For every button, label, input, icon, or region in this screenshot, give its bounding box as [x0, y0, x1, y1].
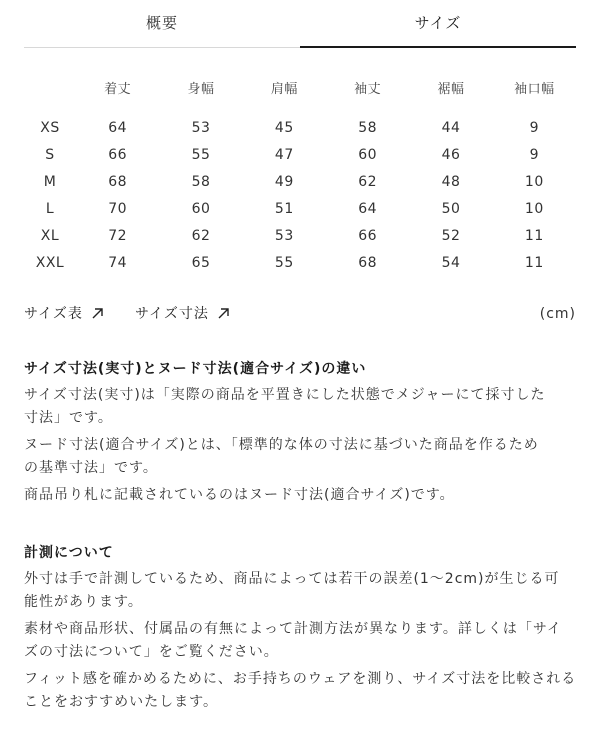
header-sleeve: 袖丈	[354, 81, 382, 97]
table-cell: 54	[441, 254, 461, 271]
size-label: L	[45, 200, 55, 217]
table-cell: 66	[358, 227, 378, 244]
table-cell: 49	[274, 173, 294, 190]
table-cell: 52	[441, 227, 461, 244]
table-row	[24, 195, 576, 222]
header-size	[24, 70, 76, 104]
table-cell: 70	[108, 200, 128, 217]
table-cell: 45	[274, 119, 294, 136]
section-title: サイズ寸法(実寸)とヌード寸法(適合サイズ)の違い	[24, 361, 367, 377]
size-label: S	[45, 146, 55, 163]
external-arrow-icon	[91, 307, 104, 320]
table-row	[24, 141, 576, 168]
paragraph-line: 寸法」です。	[24, 410, 113, 426]
tab-bar	[24, 0, 576, 49]
table-cell: 53	[191, 119, 211, 136]
header-width: 身幅	[187, 81, 215, 97]
table-row	[24, 168, 576, 195]
paragraph-line: フィット感を確かめるために、お手持ちのウェアを測り、サイズ寸法を比較される	[24, 671, 577, 687]
size-label: XXL	[35, 254, 65, 271]
paragraph-line: ヌード寸法(適合サイズ)とは、「標準的な体の寸法に基づいた商品を作るため	[24, 437, 539, 453]
table-cell: 46	[441, 146, 461, 163]
table-cell: 55	[191, 146, 211, 163]
table-cell: 68	[108, 173, 128, 190]
table-row	[24, 249, 576, 276]
table-cell: 51	[274, 200, 294, 217]
table-row	[24, 222, 576, 249]
size-chart-link[interactable]	[24, 300, 104, 328]
section-title: 計測について	[24, 545, 114, 561]
header-hem: 裾幅	[437, 81, 465, 97]
table-cell: 44	[441, 119, 461, 136]
size-dimensions-link-label: サイズ寸法	[135, 306, 209, 322]
paragraph-line: サイズ寸法(実寸)は「実際の商品を平置きにした状態でメジャーにて採寸した	[24, 387, 546, 403]
table-cell: 68	[358, 254, 378, 271]
size-table	[24, 70, 576, 276]
size-difference-section	[24, 358, 584, 507]
header-cuff: 袖口幅	[514, 81, 555, 97]
paragraph-line: ことをおすすめいたします。	[24, 694, 219, 710]
paragraph-line: ズの寸法について」をご覧ください。	[24, 644, 279, 660]
table-cell: 60	[358, 146, 378, 163]
paragraph-line: 外寸は手で計測しているため、商品によっては若干の誤差(1〜2cm)が生じる可	[24, 571, 560, 587]
header-length: 着丈	[104, 81, 132, 97]
table-cell: 62	[191, 227, 211, 244]
header-shoulder: 肩幅	[270, 81, 298, 97]
tab-size[interactable]: サイズ	[300, 0, 576, 48]
table-row	[24, 104, 576, 141]
table-cell: 58	[358, 119, 378, 136]
size-table-header-row	[24, 70, 576, 104]
measurement-section	[24, 542, 584, 714]
size-chart-link-label: サイズ表	[24, 306, 83, 322]
paragraph-line: 素材や商品形状、付属品の有無によって計測方法が異なります。詳しくは「サイ	[24, 621, 562, 637]
table-cell: 53	[274, 227, 294, 244]
table-cell: 74	[108, 254, 128, 271]
table-cell: 55	[274, 254, 294, 271]
size-label: M	[43, 173, 57, 190]
unit-label: (cm)	[539, 306, 576, 322]
table-cell: 62	[358, 173, 378, 190]
table-cell: 60	[191, 200, 211, 217]
table-cell: 66	[108, 146, 128, 163]
external-arrow-icon	[217, 307, 230, 320]
table-cell: 48	[441, 173, 461, 190]
table-cell: 50	[441, 200, 461, 217]
table-cell: 64	[108, 119, 128, 136]
size-links-bar	[24, 300, 576, 328]
table-cell: 11	[524, 254, 544, 271]
table-cell: 47	[274, 146, 294, 163]
table-cell: 11	[524, 227, 544, 244]
paragraph-line: 能性があります。	[24, 594, 143, 610]
tab-overview[interactable]: 概要	[24, 0, 300, 48]
table-cell: 10	[524, 200, 544, 217]
paragraph-line: の基準寸法」です。	[24, 460, 158, 476]
size-dimensions-link[interactable]	[135, 300, 230, 328]
table-cell: 72	[108, 227, 128, 244]
table-cell: 58	[191, 173, 211, 190]
table-cell: 9	[529, 146, 540, 163]
paragraph-line: 商品吊り札に記載されているのはヌード寸法(適合サイズ)です。	[24, 487, 455, 503]
table-cell: 65	[191, 254, 211, 271]
size-label: XL	[40, 227, 60, 244]
size-label: XS	[40, 119, 60, 136]
table-cell: 64	[358, 200, 378, 217]
table-cell: 9	[529, 119, 540, 136]
table-cell: 10	[524, 173, 544, 190]
